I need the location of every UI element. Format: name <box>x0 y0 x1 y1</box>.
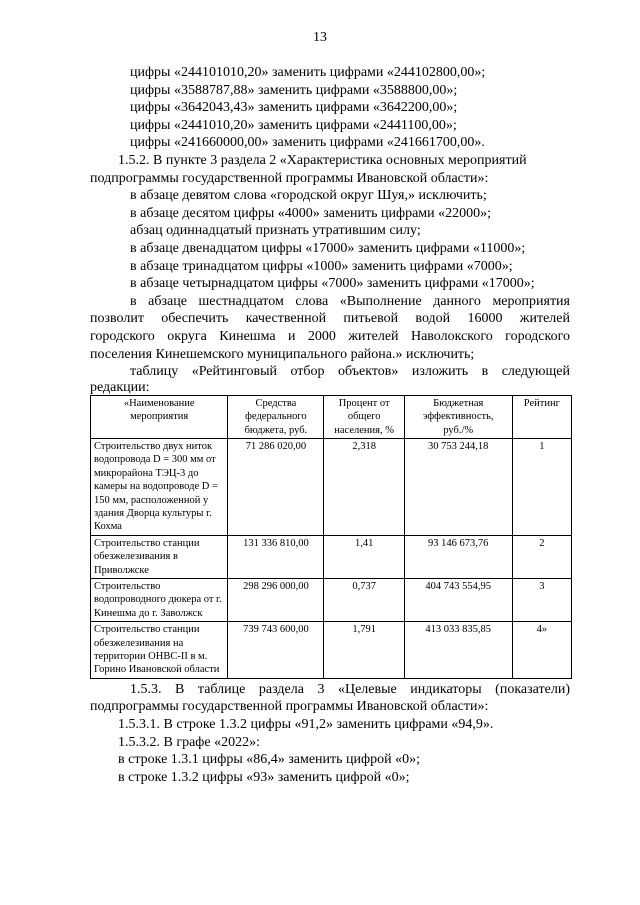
table-intro: таблицу «Рейтинговый отбор объектов» изложить в следующей <box>130 364 570 380</box>
table-header: Бюджетная эффективность, руб./% <box>404 395 512 438</box>
cell-funds: 71 286 020,00 <box>228 438 324 535</box>
cell-efficiency: 404 743 554,95 <box>404 578 512 621</box>
cell-rating: 3 <box>512 578 571 621</box>
section-heading: 1.5.2. В пункте 3 раздела 2 «Характеристика основных мероприятий <box>118 152 527 168</box>
cell-name: Строительство двух ниток водопровода D = 300 мм от микрорайона ТЭЦ-3 до камеры на водопроводе D = 150 мм, расположенной у здания Дворца культуры г. Кохма <box>91 438 228 535</box>
text-line: подпрограммы государственной программы Ивановской области»: <box>90 170 489 186</box>
cell-efficiency: 30 753 244,18 <box>404 438 512 535</box>
paragraph-line: городского округа Кинешма и 2000 жителей Наволокского городского <box>90 328 570 344</box>
rating-table <box>90 395 572 679</box>
table-header: «Наименование мероприятия <box>91 395 228 438</box>
cell-name: Строительство станции обезжелезивания в Приволжске <box>91 535 228 578</box>
cell-rating: 2 <box>512 535 571 578</box>
cell-funds: 739 743 600,00 <box>228 622 324 679</box>
list-item: в абзаце десятом цифры «4000» заменить цифрами «22000»; <box>130 205 492 221</box>
cell-percent: 1,41 <box>324 535 404 578</box>
text-line: цифры «2441010,20» заменить цифрами «2441100,00»; <box>130 117 457 133</box>
cell-percent: 0,737 <box>324 578 404 621</box>
section-heading: 1.5.3. В таблице раздела 3 «Целевые индикаторы (показатели) <box>130 681 570 697</box>
table-intro: редакции: <box>90 379 150 395</box>
cell-rating: 1 <box>512 438 571 535</box>
text-line: в строке 1.3.2 цифры «93» заменить цифрой «0»; <box>118 769 410 785</box>
cell-percent: 1,791 <box>324 622 404 679</box>
text-line: цифры «3588787,88» заменить цифрами «3588800,00»; <box>130 82 458 98</box>
cell-funds: 298 296 000,00 <box>228 578 324 621</box>
document-body <box>90 64 570 786</box>
text-line: подпрограммы государственной программы Ивановской области»: <box>90 699 489 715</box>
paragraph-line: поселения Кинешемского муниципального района.» исключить; <box>90 346 475 362</box>
table-header: Процент от общего населения, % <box>324 395 404 438</box>
text-line: 1.5.3.1. В строке 1.3.2 цифры «91,2» заменить цифрами «94,9». <box>118 717 494 732</box>
text-line: цифры «244101010,20» заменить цифрами «244102800,00»; <box>130 65 486 80</box>
table-row <box>91 438 572 535</box>
table-row <box>91 535 572 578</box>
cell-name: Строительство станции обезжелезивания на территории ОНВС-II в м. Горино Ивановской области <box>91 622 228 679</box>
text-line: 1.5.3.2. В графе «2022»: <box>118 734 260 750</box>
list-item: в абзаце двенадцатом цифры «17000» заменить цифрами «11000»; <box>130 240 526 256</box>
list-item: в абзаце девятом слова «городской округ Шуя,» исключить; <box>130 188 487 204</box>
cell-efficiency: 413 033 835,85 <box>404 622 512 679</box>
paragraph-line: в абзаце шестнадцатом слова «Выполнение данного мероприятия <box>130 293 570 309</box>
table-header-row <box>91 395 572 438</box>
table-header: Средства федерального бюджета, руб. <box>228 395 324 438</box>
cell-rating: 4» <box>512 622 571 679</box>
table-header: Рейтинг <box>512 395 571 438</box>
page-number: 13 <box>313 30 327 45</box>
list-item: в абзаце четырнадцатом цифры «7000» заменить цифрами «17000»; <box>130 276 535 292</box>
cell-efficiency: 93 146 673,76 <box>404 535 512 578</box>
text-line: в строке 1.3.1 цифры «86,4» заменить цифрой «0»; <box>118 752 420 768</box>
list-item: абзац одиннадцатый признать утратившим силу; <box>130 223 421 239</box>
table-row <box>91 578 572 621</box>
list-item: в абзаце тринадцатом цифры «1000» заменить цифрами «7000»; <box>130 258 513 274</box>
cell-name: Строительство водопроводного дюкера от г. Кинешма до г. Заволжск <box>91 578 228 621</box>
paragraph-line: позволит обеспечить качественной питьевой водой 16000 жителей <box>90 311 570 327</box>
cell-percent: 2,318 <box>324 438 404 535</box>
table-row <box>91 622 572 679</box>
cell-funds: 131 336 810,00 <box>228 535 324 578</box>
text-line: цифры «241660000,00» заменить цифрами «241661700,00». <box>130 135 485 151</box>
text-line: цифры «3642043,43» заменить цифрами «3642200,00»; <box>130 100 458 116</box>
